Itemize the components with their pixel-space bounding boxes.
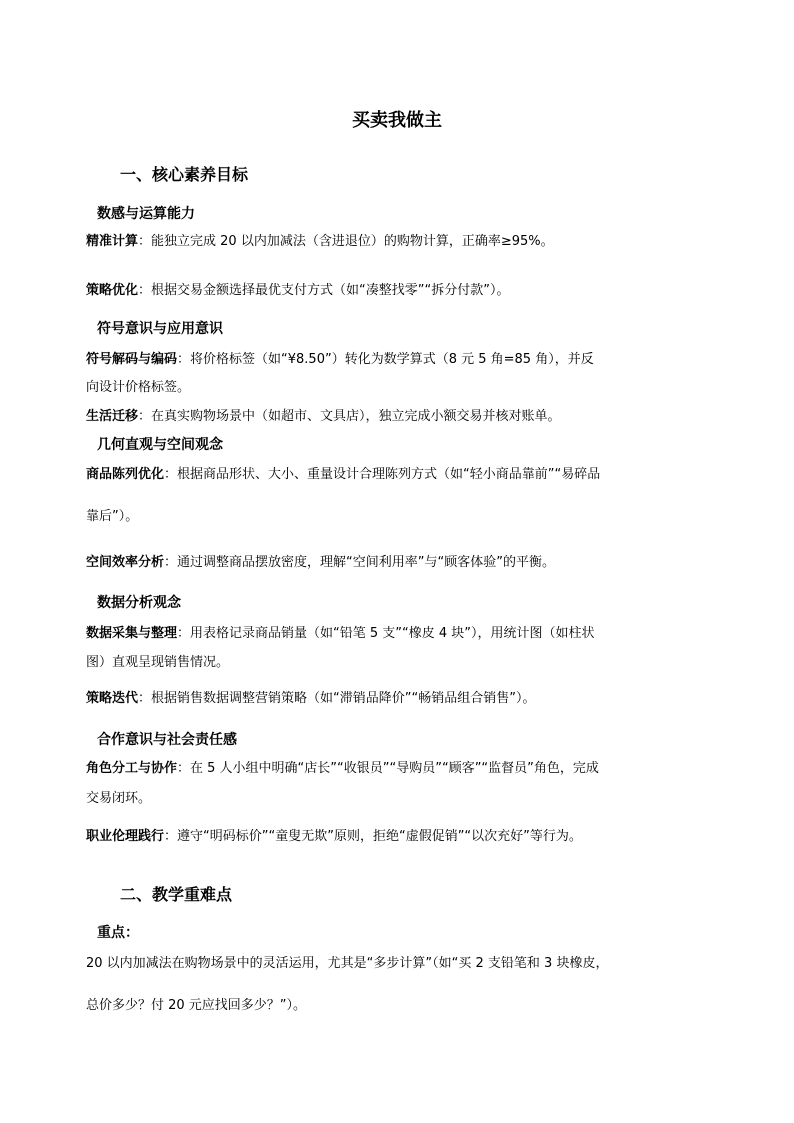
sub-heading-geometry: 几何直观与空间观念 [97,437,223,453]
paragraph-text: ：将价格标签（如“¥8.50”）转化为数学算式（8 元 5 角=85 角），并反 [177,352,594,367]
page-title: 买卖我做主 [352,110,442,131]
paragraph-symbol-decoding [86,350,594,370]
paragraph-precise-calculation [86,232,554,252]
paragraph-life-transfer [86,407,561,427]
paragraph-text: ：在真实购物场景中（如超市、文具店），独立完成小额交易并核对账单。 [138,409,561,424]
paragraph-label: 角色分工与协作 [86,761,178,776]
paragraph-strategy-optimization [86,281,509,301]
paragraph-label: 商品陈列优化 [86,467,165,482]
sub-heading-key-points: 重点： [97,925,139,941]
paragraph-text: ：根据销售数据调整营销策略（如“滞销品降价”“畅销品组合销售”）。 [138,691,536,706]
paragraph-text: ：遵守“明码标价”“童叟无欺”原则，拒绝“虚假促销”“以次充好”等行为。 [164,829,582,844]
paragraph-space-efficiency [86,553,555,573]
paragraph-product-display [86,465,600,485]
sub-heading-number-sense: 数感与运算能力 [97,206,195,222]
paragraph-label: 生活迁移 [86,409,139,424]
sub-heading-cooperation: 合作意识与社会责任感 [97,732,237,748]
paragraph-text: ：根据交易金额选择最优支付方式（如“凑整找零”“拆分付款”）。 [138,283,510,298]
paragraph-label: 策略优化 [86,283,139,298]
paragraph-role-division [86,759,599,779]
paragraph-label: 符号解码与编码 [86,352,178,367]
paragraph-text: ：在 5 人小组中明确“店长”“收银员”“导购员”“顾客”“监督员”角色，完成 [177,761,599,776]
paragraph-continuation: 向设计价格标签。 [86,380,191,395]
paragraph-label: 数据采集与整理 [86,626,178,641]
paragraph-strategy-iteration [86,689,535,709]
section-2-heading: 二、教学重难点 [120,885,233,904]
paragraph-label: 空间效率分析 [86,555,165,570]
paragraph-continuation: 总价多少？付 20 元应找回多少？”）。 [86,998,307,1013]
paragraph-data-collection [86,624,595,644]
paragraph-label: 策略迭代 [86,691,139,706]
paragraph-text: ：通过调整商品摆放密度，理解“空间利用率”与“顾客体验”的平衡。 [164,555,555,570]
sub-heading-data-analysis: 数据分析观念 [97,595,181,611]
section-1-heading: 一、核心素养目标 [120,165,249,184]
paragraph-text: ：能独立完成 20 以内加减法（含进退位）的购物计算，正确率≥95%。 [138,234,554,249]
sub-heading-symbol-awareness: 符号意识与应用意识 [97,321,223,337]
paragraph-continuation: 靠后”）。 [86,509,139,524]
paragraph-professional-ethics [86,827,582,847]
paragraph-key-points: 20 以内加减法在购物场景中的灵活运用，尤其是“多步计算”（如“买 2 支铅笔和 3 块橡皮， [86,956,609,971]
paragraph-text: ：用表格记录商品销量（如“铅笔 5 支”“橡皮 4 块”），用统计图（如柱状 [177,626,595,641]
paragraph-label: 精准计算 [86,234,139,249]
paragraph-label: 职业伦理践行 [86,829,165,844]
paragraph-continuation: 图）直观呈现销售情况。 [86,655,230,670]
paragraph-continuation: 交易闭环。 [86,791,152,806]
paragraph-text: ：根据商品形状、大小、重量设计合理陈列方式（如“轻小商品靠前”“易碎品 [164,467,601,482]
